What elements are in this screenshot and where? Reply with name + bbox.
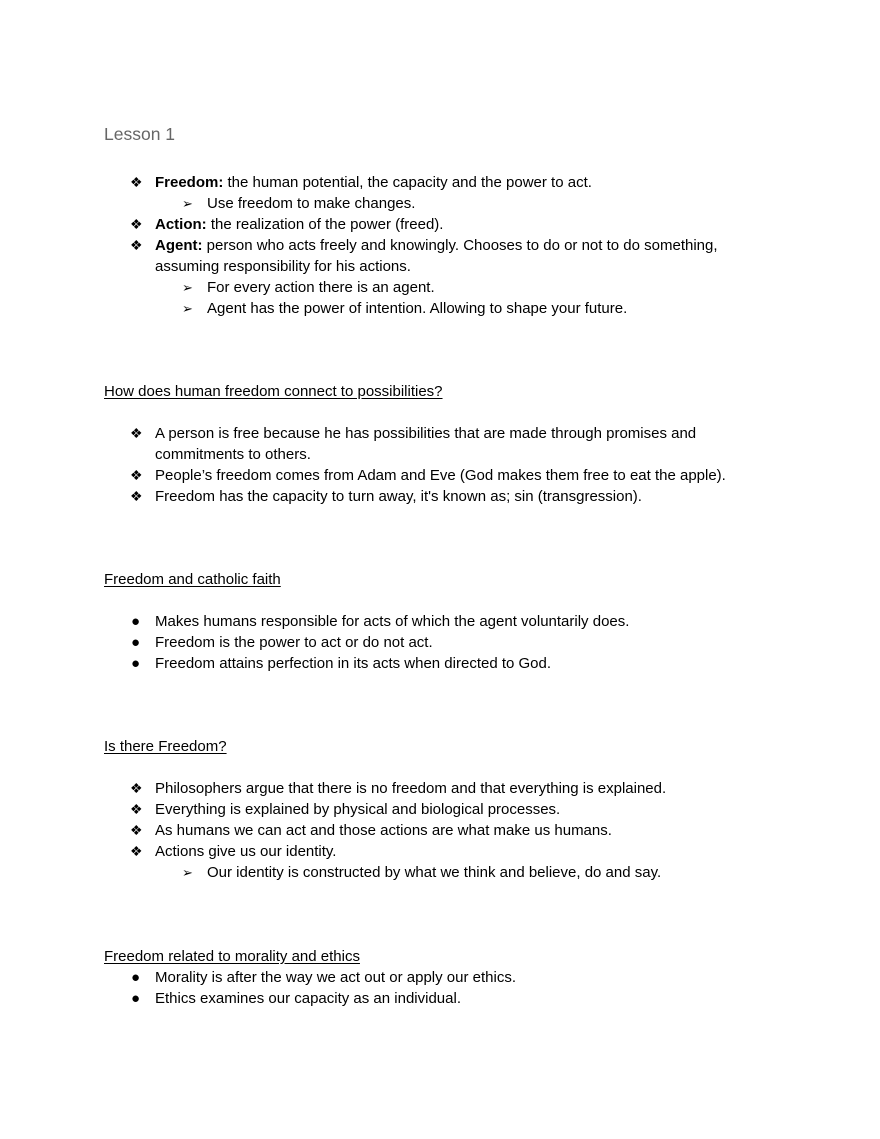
definitions-list	[104, 172, 784, 319]
list-item	[104, 967, 784, 988]
list-item	[104, 235, 784, 277]
item-text: Use freedom to make changes.	[207, 195, 416, 212]
diamond-bullet-icon: ❖	[130, 780, 143, 796]
list-item	[104, 465, 784, 486]
dot-bullet-icon: ●	[131, 634, 141, 651]
item-text: People’s freedom comes from Adam and Eve (God makes them free to eat the apple).	[155, 467, 726, 484]
is-there-freedom-list	[104, 778, 784, 883]
diamond-bullet-icon: ❖	[130, 488, 143, 504]
term: Agent:	[155, 237, 203, 254]
list-item	[104, 988, 784, 1009]
item-text: For every action there is an agent.	[207, 279, 435, 296]
diamond-bullet-icon: ❖	[130, 425, 143, 441]
list-item	[104, 486, 784, 507]
section-heading: How does human freedom connect to possibilities?	[104, 383, 443, 400]
item-text: Freedom is the power to act or do not act.	[155, 634, 433, 651]
dot-bullet-icon: ●	[131, 613, 141, 630]
list-item	[104, 841, 784, 862]
term: Freedom:	[155, 174, 224, 191]
section-heading: Freedom related to morality and ethics	[104, 948, 360, 965]
arrow-bullet-icon: ➢	[182, 865, 193, 880]
section-heading: Is there Freedom?	[104, 738, 227, 755]
list-item	[104, 611, 784, 632]
arrow-bullet-icon: ➢	[182, 301, 193, 316]
diamond-bullet-icon: ❖	[130, 174, 143, 190]
item-text: Actions give us our identity.	[155, 843, 337, 860]
section-heading: Freedom and catholic faith	[104, 571, 281, 588]
item-text: Freedom has the capacity to turn away, it's known as; sin (transgression).	[155, 488, 642, 505]
morality-ethics-list	[104, 967, 784, 1009]
diamond-bullet-icon: ❖	[130, 216, 143, 232]
item-text: Our identity is constructed by what we think and believe, do and say.	[207, 864, 662, 881]
list-item	[104, 653, 784, 674]
catholic-faith-list	[104, 611, 784, 674]
item-text: Philosophers argue that there is no freedom and that everything is explained.	[155, 780, 667, 797]
arrow-bullet-icon: ➢	[182, 280, 193, 295]
item-text: Everything is explained by physical and biological processes.	[155, 801, 561, 818]
definition-text: the human potential, the capacity and the power to act.	[223, 174, 592, 191]
list-item	[104, 214, 784, 235]
diamond-bullet-icon: ❖	[130, 467, 143, 483]
diamond-bullet-icon: ❖	[130, 822, 143, 838]
item-text: Agent has the power of intention. Allowing to shape your future.	[207, 300, 628, 317]
dot-bullet-icon: ●	[131, 990, 141, 1007]
list-item	[104, 172, 784, 193]
list-item	[104, 277, 784, 298]
possibilities-list	[104, 423, 784, 507]
diamond-bullet-icon: ❖	[130, 237, 143, 253]
list-item	[104, 423, 784, 465]
list-item	[104, 820, 784, 841]
list-item	[104, 632, 784, 653]
item-text: As humans we can act and those actions are what make us humans.	[155, 822, 612, 839]
dot-bullet-icon: ●	[131, 655, 141, 672]
item-text: Freedom attains perfection in its acts when directed to God.	[155, 655, 552, 672]
diamond-bullet-icon: ❖	[130, 843, 143, 859]
dot-bullet-icon: ●	[131, 969, 141, 986]
definition-text: the realization of the power (freed).	[206, 216, 444, 233]
list-item	[104, 193, 784, 214]
list-item	[104, 298, 784, 319]
item-text: Makes humans responsible for acts of which the agent voluntarily does.	[155, 613, 630, 630]
item-text: Ethics examines our capacity as an individual.	[155, 990, 461, 1007]
item-text: Morality is after the way we act out or apply our ethics.	[155, 969, 516, 986]
list-item	[104, 862, 784, 883]
document-title: Lesson 1	[104, 124, 176, 144]
term: Action:	[155, 216, 207, 233]
item-text: A person is free because he has possibilities that are made through promises and commitments to others.	[155, 425, 697, 463]
diamond-bullet-icon: ❖	[130, 801, 143, 817]
definition-text: person who acts freely and knowingly. Chooses to do or not to do something, assuming responsibility for his actions.	[155, 237, 718, 275]
list-item	[104, 778, 784, 799]
list-item	[104, 799, 784, 820]
arrow-bullet-icon: ➢	[182, 196, 193, 211]
